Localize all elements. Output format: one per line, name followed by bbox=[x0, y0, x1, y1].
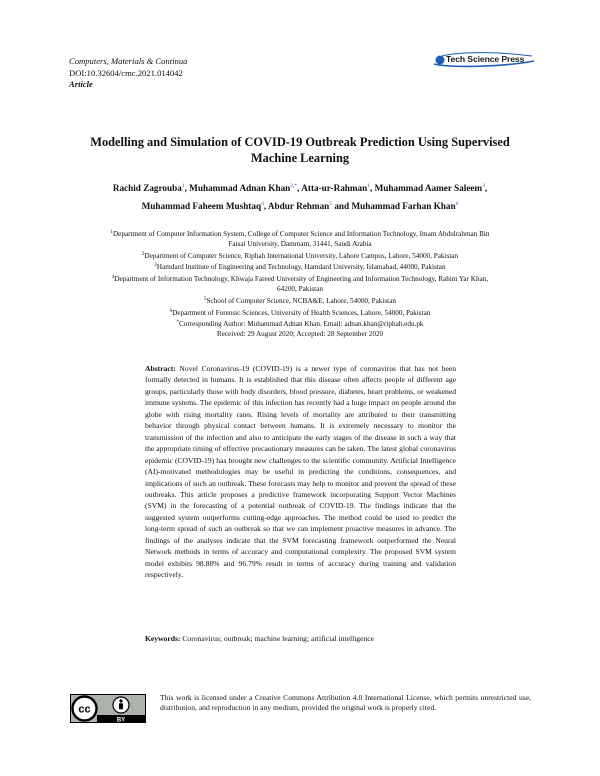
paper-title bbox=[60, 134, 540, 166]
author-name: Abdur Rehman bbox=[267, 200, 330, 211]
author-affiliation-mark: 6 bbox=[455, 200, 459, 207]
abstract bbox=[145, 363, 456, 581]
doi: DOI:10.32604/cmc.2021.014042 bbox=[69, 67, 183, 78]
affiliation-line: $^4$Department of Information Technology, Khwaja Fareed University of Engineering and Information Technology, Rahim Yar Khan, bbox=[111, 275, 489, 284]
author-affiliation-mark: 2,* bbox=[290, 183, 298, 189]
author-name: Muhammad Aamer Saleem bbox=[374, 183, 483, 193]
person-icon bbox=[119, 699, 122, 702]
author-affiliation-mark: 1 bbox=[367, 183, 371, 189]
abstract-text: Novel Coronavirus-19 (COVID-19) is a newer type of coronavirus that has not been formally detected in humans. It is established that this disease often affects people of different age groups, particularly those with body disorders, blood pressure, diabetes, heart problems, or weakened immune systems. The epidemic of this infection has recently had a huge impact on people around the globe with rising mortality rates. Rising levels of mortality are attributed to their transmitting behavior through physical contact between humans. It is extremely necessary to monitor the transmission of the infection and also to anticipate the early stages of the disease in such a way that the appropriate timing of effective precautionary measures can be taken. The latest global coronavirus epidemic (COVID-19) has brought new challenges to the scientific community. Artificial Intelligence (AI)-motivated methodologies may be useful in predicting the conditions, consequences, and implications of such an outbreak. These forecasts may help to monitor and prevent the spread of these outbreaks. This article proposes a predictive framework incorporating Support Vector Machines (SVM) in the forecasting of a potential outbreak of COVID-19. The findings indicate that the suggested system outperforms cutting-edge approaches. The method could be used to predict the long-term spread of such an outbreak so that we can implement proactive measures in advance. The findings of the analyses indicate that the SVM forecasting framework outperformed the Neural Network methods in terms of accuracy and computational complexity. The proposed SVM system model exhibits 98.88% and 96.79% result in terms of accuracy during training and validation respectively. bbox=[145, 364, 457, 580]
publisher-logo bbox=[432, 52, 536, 68]
publisher-name: Tech Science Press bbox=[446, 54, 525, 64]
keywords-label: Keywords: bbox=[145, 634, 181, 643]
author-affiliation-mark: 3 bbox=[482, 183, 485, 189]
author-line-2: Muhammad Faheem Mushtaq$^4$, Abdur Rehman$^5$ and Muhammad Farhan Khan$^6$ bbox=[141, 200, 459, 211]
author-name: Muhammad Farhan Khan bbox=[351, 200, 456, 211]
author-name: Muhammad Faheem Mushtaq bbox=[141, 200, 262, 211]
author-affiliation-mark: 5 bbox=[329, 200, 333, 207]
keywords bbox=[145, 633, 465, 644]
abstract-label: Abstract: bbox=[145, 364, 176, 373]
journal-name: Computers, Materials & Continua bbox=[69, 56, 188, 66]
author-name: Atta-ur-Rahman bbox=[301, 183, 368, 193]
received-accepted-dates: Received: 29 August 2020; Accepted: 28 September 2020 bbox=[216, 330, 384, 339]
corresponding-author: *Corresponding Author: Muhammad Adnan Khan. Email: adnan.khan@riphah.edu.pk bbox=[176, 320, 424, 329]
affiliation-line: $^5$School of Computer Science, NCBA&E, Lahore, 54000, Pakistan bbox=[204, 296, 396, 305]
author-line-1: Rachid Zagrouba$^1$, Muhammad Adnan Khan$^{2,*}$, Atta-ur-Rahman$^1$, Muhammad Aamer Saleem$^3$, bbox=[112, 183, 488, 193]
license-statement: This work is licensed under a Creative Commons Attribution 4.0 International License, which permits unrestricted use, distribution, and reproduction in any medium, provided the original work is properly cited. bbox=[160, 693, 531, 713]
author-name: Muhammad Adnan Khan bbox=[189, 183, 291, 193]
author-affiliation-mark: 1 bbox=[181, 183, 185, 189]
by-label: BY bbox=[116, 717, 126, 723]
cc-by-license-badge[interactable] bbox=[70, 694, 146, 723]
author-name: Rachid Zagrouba bbox=[112, 183, 182, 193]
affiliation-line: $^6$Department of Forensic Sciences, University of Health Sciences, Lahore, 54000, Pakistan bbox=[169, 308, 431, 317]
title-line-1: Modelling and Simulation of COVID-19 Outbreak Prediction Using Supervised bbox=[90, 135, 510, 149]
affiliation-line: $^3$Hamdard Institute of Engineering and Technology, Hamdard University, Islamabad, 44000, Pakistan bbox=[154, 263, 446, 272]
affiliation-line: 64200, Pakistan bbox=[277, 284, 323, 293]
affiliation-line: $^2$Department of Computer Science, Riphah International University, Lahore Campus, Lahore, 54000, Pakistan bbox=[141, 251, 459, 260]
cc-by-icon bbox=[70, 694, 146, 723]
journal-header bbox=[69, 56, 187, 91]
author-list bbox=[60, 179, 540, 214]
keywords-text: Coronavirus; outbreak; machine learning; artificial intelligence bbox=[182, 634, 375, 643]
author-affiliation-mark: 4 bbox=[261, 200, 264, 207]
affiliation-list bbox=[62, 228, 538, 340]
title-line-2: Machine Learning bbox=[250, 151, 350, 165]
affiliation-line: $^1$Department of Computer Information System, College of Computer Science and Information Technology, Imam Abdulrahman Bin bbox=[110, 230, 490, 238]
affiliation-line: Faisal University, Dammam, 31441, Saudi Arabia bbox=[228, 239, 372, 248]
cc-label: cc bbox=[78, 703, 91, 716]
article-type: Article bbox=[69, 79, 93, 89]
